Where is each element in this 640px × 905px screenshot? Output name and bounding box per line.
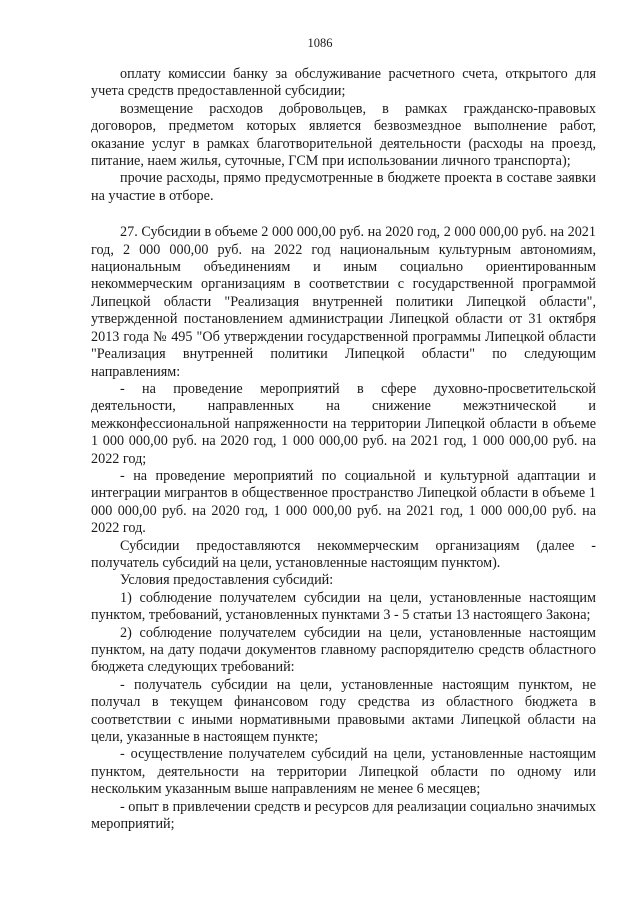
page-number: 1086 bbox=[307, 36, 333, 50]
paragraph-requirement-no-other-funds: - получатель субсидии на цели, установленные настоящим пунктом, не получал в текущем финансовом году средства из областного бюджета в соответствии с иными нормативными правовыми актами Липецкой области на цели, указанные в настоящем пункте; bbox=[91, 676, 596, 746]
paragraph-direction-spiritual: - на проведение мероприятий в сфере духовно-просветительской деятельности, направленных на снижение межэтнической и межконфессиональной напряженности на территории Липецкой области в объеме 1 000 000,00 руб. на 2020 год, 1 000 000,00 руб. на 2021 год, 1 000 000,00 руб. на 2022 год; bbox=[91, 380, 596, 467]
paragraph-bank-commission: оплату комиссии банку за обслуживание расчетного счета, открытого для учета средств предоставленной субсидии; bbox=[91, 66, 596, 100]
paragraph-direction-migrants: - на проведение мероприятий по социальной и культурной адаптации и интеграции мигрантов в общественное пространство Липецкой области в объеме 1 000 000,00 руб. на 2020 год, 1 000 000,00 руб. на 2021 год, 1 000 000,00 руб. на 2022 год. bbox=[91, 467, 596, 537]
paragraph-conditions-heading: Условия предоставления субсидий: bbox=[120, 572, 334, 589]
paragraph-requirement-experience: - опыт в привлечении средств и ресурсов для реализации социально значимых мероприятий; bbox=[91, 798, 596, 833]
document-body bbox=[91, 66, 596, 833]
paragraph-condition-2: 2) соблюдение получателем субсидии на цели, установленные настоящим пунктом, на дату подачи документов главному распорядителю средств областного бюджета следующих требований: bbox=[91, 624, 596, 676]
paragraph-condition-1: 1) соблюдение получателем субсидии на цели, установленные настоящим пунктом, требований, установленных пунктами 3 - 5 статьи 13 настоящего Закона; bbox=[91, 589, 596, 624]
paragraph-item-27: 27. Субсидии в объеме 2 000 000,00 руб. на 2020 год, 2 000 000,00 руб. на 2021 год, 2 000 000,00 руб. на 2022 год национальным культурным автономиям, национальным объединениям и иным социально ориентированным некоммерческим организациям в соответствии с государственной программой Липецкой области "Реализация внутренней политики Липецкой области", утвержденной постановлением администрации Липецкой области от 31 октября 2013 года № 495 "Об утверждении государственной программы Липецкой области "Реализация внутренней политики Липецкой области" по следующим направлениям: bbox=[91, 224, 596, 380]
paragraph-volunteer-expenses: возмещение расходов добровольцев, в рамках гражданско-правовых договоров, предметом которых является безвозмездное выполнение работ, оказание услуг в рамках благотворительной деятельности (расходы на проезд, питание, наем жилья, суточные, ГСМ при использовании личного транспорта); bbox=[91, 100, 596, 170]
paragraph-other-expenses: прочие расходы, прямо предусмотренные в бюджете проекта в составе заявки на участие в отборе. bbox=[91, 170, 596, 204]
paragraph-recipients: Субсидии предоставляются некоммерческим организациям (далее - получатель субсидий на цели, установленные настоящим пунктом). bbox=[91, 537, 596, 571]
paragraph-requirement-activity-period: - осуществление получателем субсидий на цели, установленные настоящим пунктом, деятельности на территории Липецкой области по одному или нескольким указанным выше направлениям не менее 6 месяцев; bbox=[91, 746, 596, 798]
